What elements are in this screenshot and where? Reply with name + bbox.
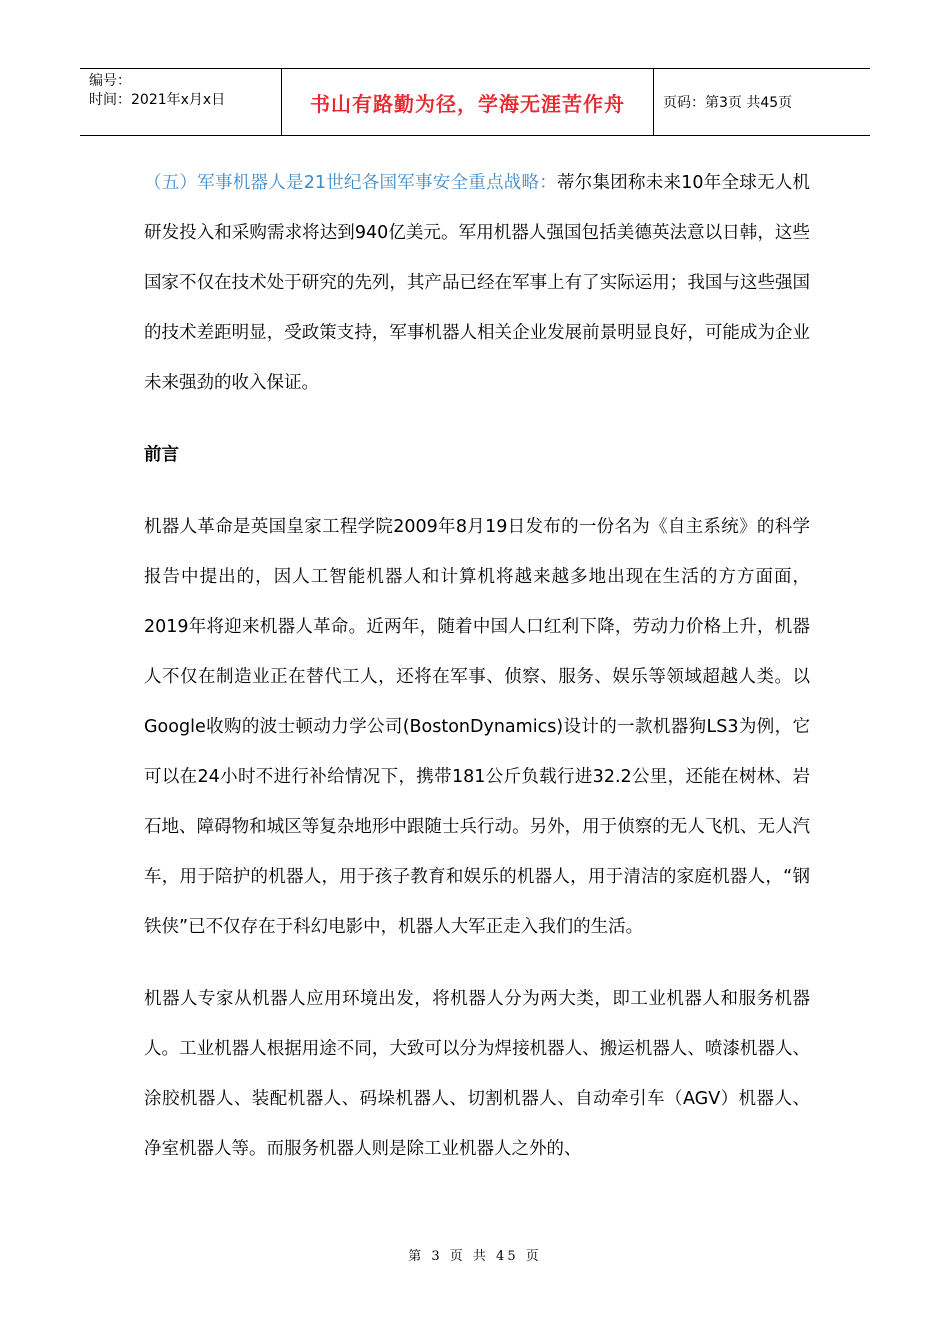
document-time-label: 时间：2021年x月x日: [89, 92, 226, 108]
header-motto: 书山有路勤为径，学海无涯苦作舟: [281, 69, 654, 135]
document-number-label: 编号：: [89, 73, 131, 89]
preface-paragraph-2: 机器人专家从机器人应用环境出发，将机器人分为两大类，即工业机器人和服务机器人。工业机器人根据用途不同，大致可以分为焊接机器人、搬运机器人、喷漆机器人、涂胶机器人、装配机器人、码垛机器人、切割机器人、自动牵引车（AGV）机器人、净室机器人等。而服务机器人则是除工业机器人之外的、: [144, 989, 810, 1159]
section-body-text: 蒂尔集团称未来10年全球无人机研发投入和采购需求将达到940亿美元。军用机器人强国包括美德英法意以日韩，这些国家不仅在技术处于研究的先列，其产品已经在军事上有了实际运用；我国与这些强国的技术差距明显，受政策支持，军事机器人相关企业发展前景明显良好，可能成为企业未来强劲的收入保证。: [144, 173, 810, 393]
section-lead-heading: （五）军事机器人是21世纪各国军事安全重点战略：: [144, 173, 557, 193]
header-meta: [80, 69, 281, 135]
document-body: [144, 158, 810, 1174]
preface-paragraph-1: 机器人革命是英国皇家工程学院2009年8月19日发布的一份名为《自主系统》的科学报告中提出的，因人工智能机器人和计算机将越来越多地出现在生活的方方面面，2019年将迎来机器人革命。近两年，随着中国人口红利下降，劳动力价格上升，机器人不仅在制造业正在替代工人，还将在军事、侦察、服务、娱乐等领域超越人类。以Google收购的波士顿动力学公司(BostonDynamics)设计的一款机器狗LS3为例，它可以在24小时不进行补给情况下，携带181公斤负载行进32.2公里，还能在树林、岩石地、障碍物和城区等复杂地形中跟随士兵行动。另外，用于侦察的无人飞机、无人汽车，用于陪护的机器人，用于孩子教育和娱乐的机器人，用于清洁的家庭机器人，“钢铁侠”已不仅存在于科幻电影中，机器人大军正走入我们的生活。: [144, 517, 810, 937]
page-header: [80, 68, 870, 136]
header-page-number: 页码：第3页 共45页: [663, 95, 793, 111]
preface-title: 前言: [144, 445, 179, 465]
section-paragraph: [144, 158, 810, 408]
page-footer: 第 3 页 共 45 页: [408, 1249, 542, 1264]
